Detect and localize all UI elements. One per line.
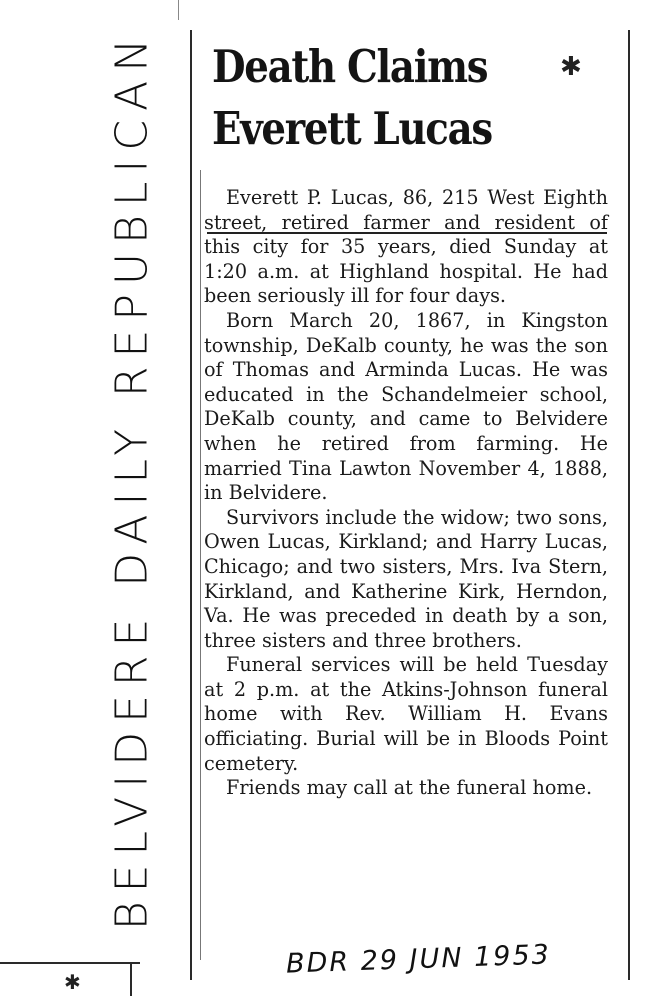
paragraph-survivors: Survivors include the widow; two sons, Owen Lucas, Kirkland; and Harry Lucas, Chicago; and two sisters, Mrs. Iva Stern, Kirkland, and Katherine Kirk, Herndon, Va. He was preceded in death by a son, three sisters and three brothers. [204, 505, 608, 652]
handwritten-date-stamp: BDR 29 JUN 1953 [285, 939, 552, 980]
clipping-right-border [628, 30, 630, 980]
paragraph-biography: Born March 20, 1867, in Kingston township, DeKalb county, he was the son of Thomas and Arminda Lucas. He was educated in the Schandelmeier school, DeKalb county, and came to Belvidere when he retired from farming. He married Tina Lawton November 4, 1888, in Belvidere. [204, 308, 608, 505]
obituary-body [204, 186, 608, 801]
paragraph-visitation: Friends may call at the funeral home. [226, 776, 593, 800]
clipping-left-edge [178, 0, 179, 20]
clipping-left-border-inner [200, 170, 201, 960]
paragraph-death-notice: Everett P. Lucas, 86, 215 West Eighth street, retired farmer and resident of this city for 35 years, died Sunday at 1:20 a.m. at Highland hospital. He had been seriously ill for four days. [204, 186, 608, 308]
corner-asterisk-mark: ✱ [64, 970, 81, 994]
headline-line-2: Everett Lucas [212, 102, 492, 155]
headline [212, 36, 496, 160]
clipping-left-border [190, 30, 192, 980]
handwritten-source-note: BELVIDERE DAILY REPUBLICAN [106, 29, 158, 931]
paragraph-funeral: Funeral services will be held Tuesday at 2 p.m. at the Atkins-Johnson funeral home with Rev. William H. Evans officiating. Burial will be in Bloods Point cemetery. [204, 653, 608, 775]
asterisk-mark: ✱ [560, 52, 582, 82]
clipping-bottom-border [0, 962, 140, 964]
clipping-corner-tick [130, 962, 132, 996]
headline-line-1: Death Claims [212, 40, 488, 93]
